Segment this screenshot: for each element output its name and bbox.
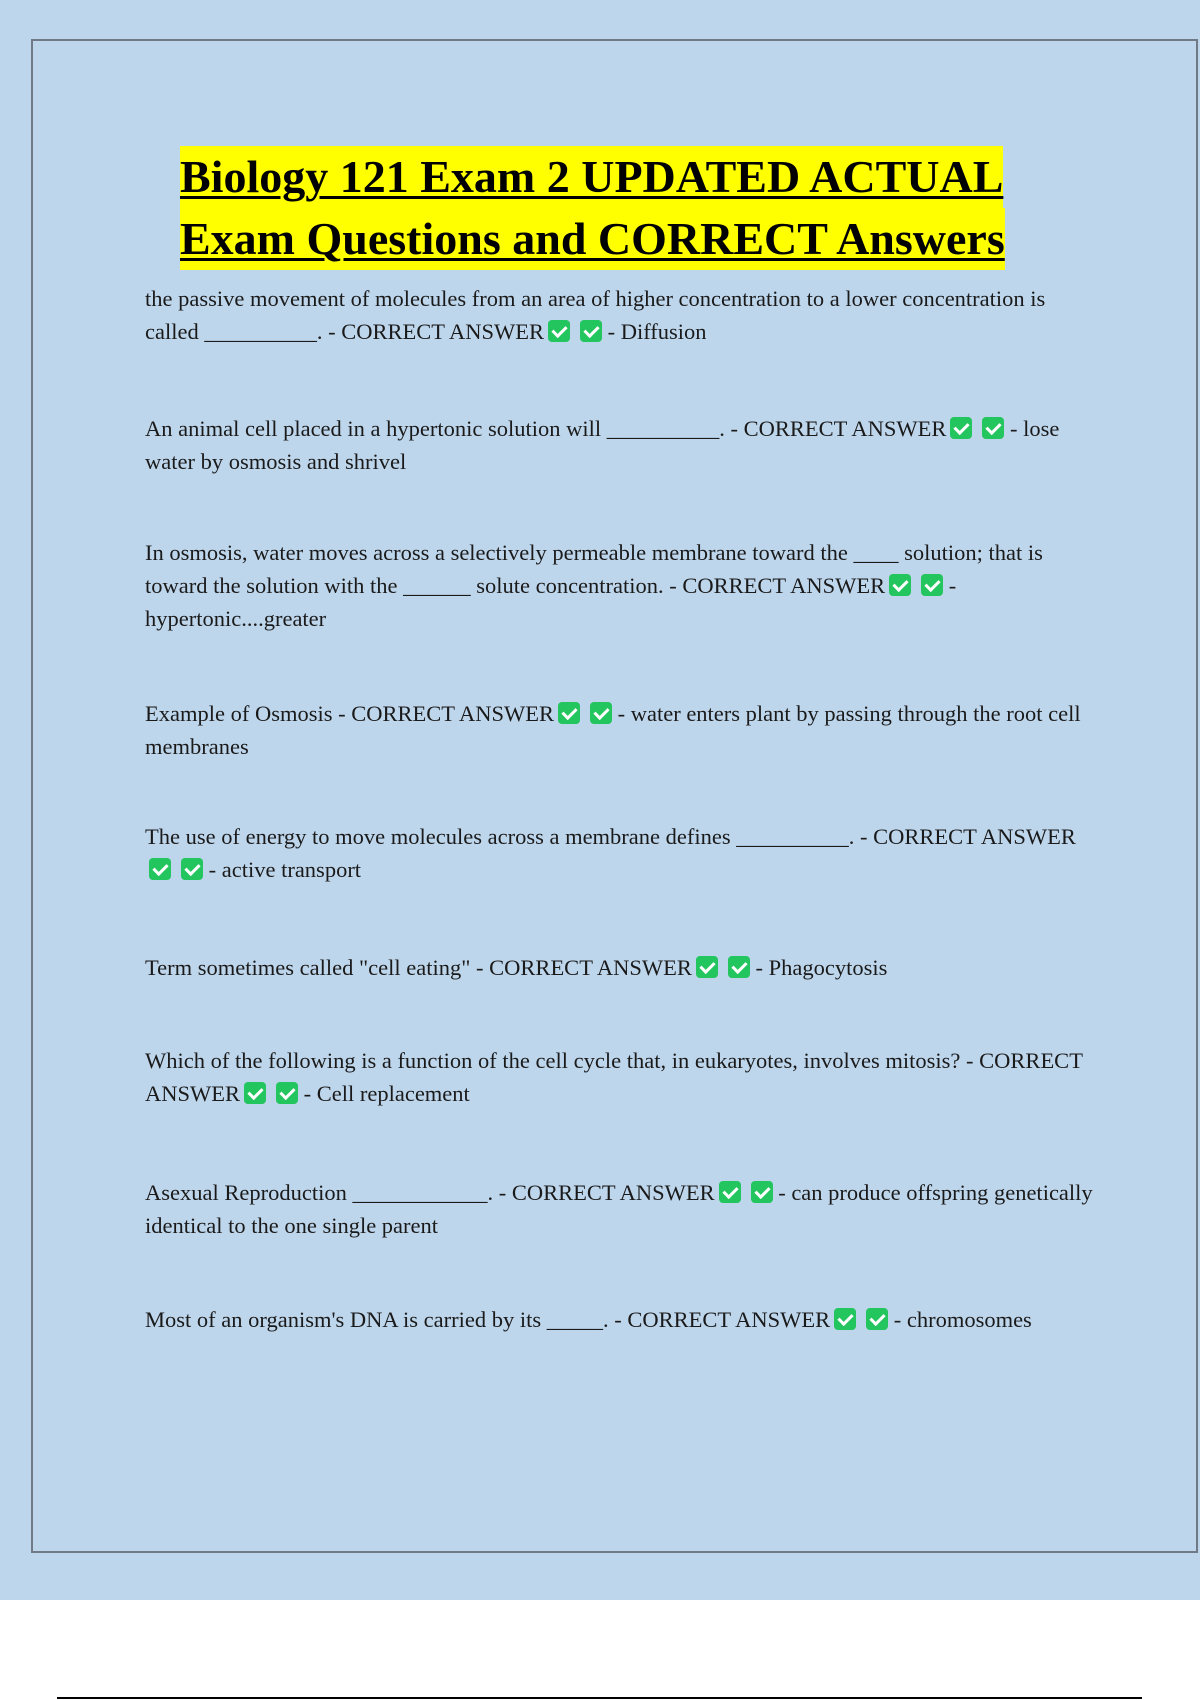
title-line-2: Exam Questions and CORRECT Answers <box>180 208 1005 270</box>
check-mark-icon <box>696 956 718 978</box>
qa-item <box>145 820 1095 886</box>
answer-text: - can produce offspring genetically identical to the one single parent <box>145 1180 1093 1238</box>
check-mark-icon <box>548 320 570 342</box>
check-mark-icon <box>982 417 1004 439</box>
answer-text: - hypertonic....greater <box>145 573 957 631</box>
question-text: Example of Osmosis - <box>145 701 346 726</box>
answer-text: - lose water by osmosis and shrivel <box>145 416 1060 474</box>
question-text: The use of energy to move molecules across a membrane defines __________. - <box>145 824 868 849</box>
check-mark-icon <box>590 702 612 724</box>
qa-item <box>145 1303 1095 1336</box>
check-mark-icon <box>751 1181 773 1203</box>
check-mark-icon <box>889 574 911 596</box>
answer-label: CORRECT ANSWER <box>873 824 1076 849</box>
qa-item <box>145 951 1095 984</box>
check-mark-icon <box>921 574 943 596</box>
answer-label: CORRECT ANSWER <box>511 1180 715 1205</box>
check-mark-icon <box>728 956 750 978</box>
qa-item <box>145 697 1095 763</box>
check-mark-icon <box>276 1082 298 1104</box>
answer-label: CORRECT ANSWER <box>627 1307 831 1332</box>
check-mark-icon <box>580 320 602 342</box>
check-mark-icon <box>181 858 203 880</box>
answer-text: - Cell replacement <box>303 1081 470 1106</box>
answer-label: CORRECT ANSWER <box>489 955 692 980</box>
answer-text: - Phagocytosis <box>755 955 888 980</box>
answer-label: CORRECT ANSWER <box>682 573 886 598</box>
answer-text: - chromosomes <box>893 1307 1032 1332</box>
question-text: Term sometimes called "cell eating" - <box>145 955 484 980</box>
check-mark-icon <box>866 1308 888 1330</box>
answer-text: - active transport <box>208 857 362 882</box>
question-text: An animal cell placed in a hypertonic solution will __________. - <box>145 416 738 441</box>
qa-item <box>145 1044 1095 1110</box>
qa-item <box>145 282 1095 348</box>
check-mark-icon <box>558 702 580 724</box>
document-title <box>180 146 1060 270</box>
question-text: In osmosis, water moves across a selectively permeable membrane toward the ____ solution; that is toward the solution with the ______ solute concentration. - <box>145 540 1043 598</box>
qa-item <box>145 412 1095 478</box>
qa-item <box>145 1176 1095 1242</box>
answer-text: - water enters plant by passing through the root cell membranes <box>145 701 1081 759</box>
answer-label: CORRECT ANSWER <box>341 319 544 344</box>
check-mark-icon <box>834 1308 856 1330</box>
question-text: Which of the following is a function of the cell cycle that, in eukaryotes, involves mitosis? - <box>145 1048 974 1073</box>
answer-label: CORRECT ANSWER <box>351 701 554 726</box>
question-text: Asexual Reproduction ____________. - <box>145 1180 507 1205</box>
check-mark-icon <box>149 858 171 880</box>
qa-item <box>145 536 1095 635</box>
check-mark-icon <box>244 1082 266 1104</box>
question-text: Most of an organism's DNA is carried by its _____. - <box>145 1307 622 1332</box>
answer-label: CORRECT ANSWER <box>743 416 947 441</box>
check-mark-icon <box>950 417 972 439</box>
title-line-1: Biology 121 Exam 2 UPDATED ACTUAL <box>180 146 1003 208</box>
check-mark-icon <box>719 1181 741 1203</box>
question-text: the passive movement of molecules from an area of higher concentration to a lower concentration is called __________. - <box>145 286 1046 344</box>
answer-text: - Diffusion <box>607 319 707 344</box>
page-footer-rule <box>57 1697 1142 1699</box>
answer-label: CORRECT ANSWER <box>145 1048 1083 1106</box>
